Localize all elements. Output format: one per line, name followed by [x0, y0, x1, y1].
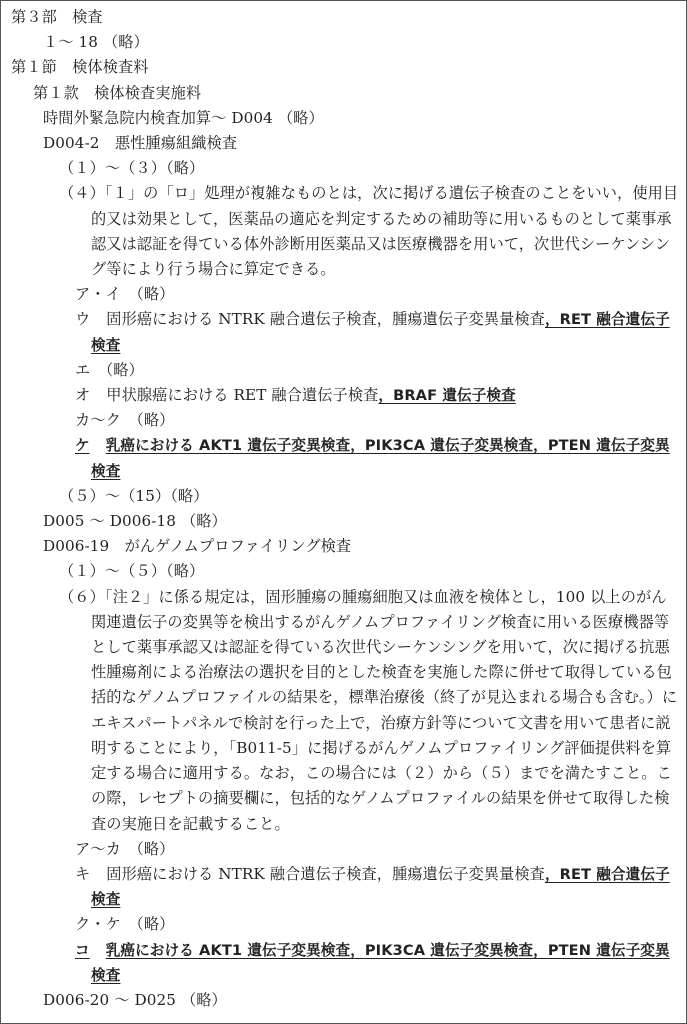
d006-19-item-6 [11, 585, 679, 837]
o-added-text: ，BRAF 遺伝子検査 [378, 387, 516, 405]
item-4-number: （４） [59, 184, 105, 203]
ki-kana: キ [75, 864, 91, 883]
subsection-heading: 第１款 検体検査実施料 [33, 83, 202, 102]
d006-19-item-1-5: （１）～（５）（略） [59, 562, 205, 581]
d004-2-item-5-15: （５）～（15）（略） [59, 486, 209, 505]
d004-2-o [11, 383, 679, 408]
ki-text: 固形癌における NTRK 融合遺伝子検査，腫瘍遺伝子変異量検査 [106, 864, 545, 883]
u-added-text: ，RET 融合遺伝子検査 [91, 311, 670, 354]
u-text: 固形癌における NTRK 融合遺伝子検査，腫瘍遺伝子変異量検査 [106, 310, 545, 329]
o-text: 甲状腺癌における RET 融合遺伝子検査 [106, 386, 379, 405]
item-4-text: 「１」の「ロ」処理が複雑なものとは，次に掲げる遺伝子検査のことをいい，使用目的又は効果として，医薬品の適応を判定するための補助等に用いるものとして薬事承認又は認証を得ている体外診断用医薬品又は医療機器を用いて，次世代シーケンシング等により行う場合に算定できる。 [91, 184, 679, 279]
u-kana: ウ [75, 310, 91, 329]
d006-19-a-ka: ア～カ （略） [75, 839, 175, 858]
ke-kana: ケ [75, 437, 90, 455]
item-6-text: 「注２」に係る規定は，固形腫瘍の腫瘍細胞又は血液を検体とし，100 以上のがん関連遺伝子の変異等を検出するがんゲノムプロファイリング検査に用いる医療機器等として薬事承認又は認証を得ている次世代シーケンシングを用いて，次に掲げる抗悪性腫瘍剤による治療法の選択を目的とした検査を実施した際に併せて取得している包括的なゲノムプロファイルの結果を，標準治療後（終了が見込まれる場合も含む。）にエキスパートパネルで検討を行った上で，治療方針等について文書を用いて患者に説明することにより，「B011-5」に掲げるがんゲノムプロファイリング評価提供料を算定する場合に適用する。なお，この場合には（２）から（５）までを満たすこと。この際，レセプトの摘要欄に，包括的なゲノムプロファイルの結果を併せて取得した検査の実施日を記載すること。 [91, 587, 678, 833]
d004-2-ka-ku: カ～ク （略） [75, 411, 175, 430]
d006-19-title: D006-19 がんゲノムプロファイリング検査 [43, 537, 352, 556]
d004-2-item-1-3: （１）～（３）（略） [59, 159, 205, 178]
d006-19-ki [11, 862, 679, 912]
d006-20-range: D006-20 ～ D025 （略） [43, 990, 227, 1009]
off-hours-line: 時間外緊急院内検査加算～ D004 （略） [43, 108, 324, 127]
d006-19-ku-ke: ク・ケ （略） [75, 915, 175, 934]
ko-added-text: 乳癌における AKT1 遺伝子変異検査，PIK3CA 遺伝子変異検査，PTEN 遺伝子変異検査 [91, 941, 670, 984]
d004-2-e: エ （略） [75, 360, 144, 379]
item-6-number: （６） [59, 587, 105, 606]
o-kana: オ [75, 386, 91, 405]
d004-2-title: D004-2 悪性腫瘍組織検査 [43, 134, 238, 153]
d004-2-a-i: ア・イ （略） [75, 285, 175, 304]
d004-2-ke [11, 433, 679, 483]
part-heading: 第３部 検査 [11, 8, 103, 26]
section-heading: 第１節 検体検査料 [11, 58, 149, 77]
ke-added-text: 乳癌における AKT1 遺伝子変異検査，PIK3CA 遺伝子変異検査，PTEN 遺伝子変異検査 [91, 437, 670, 480]
ki-added-text: ，RET 融合遺伝子検査 [91, 865, 670, 909]
ko-kana: コ [75, 941, 90, 959]
d004-2-item-4 [11, 181, 679, 282]
document-body [11, 5, 679, 1013]
d004-2-u [11, 307, 679, 357]
d005-range: D005 ～ D006-18 （略） [43, 512, 227, 531]
part-range: １～ 18 （略） [43, 33, 149, 52]
d006-19-ko [11, 938, 679, 988]
